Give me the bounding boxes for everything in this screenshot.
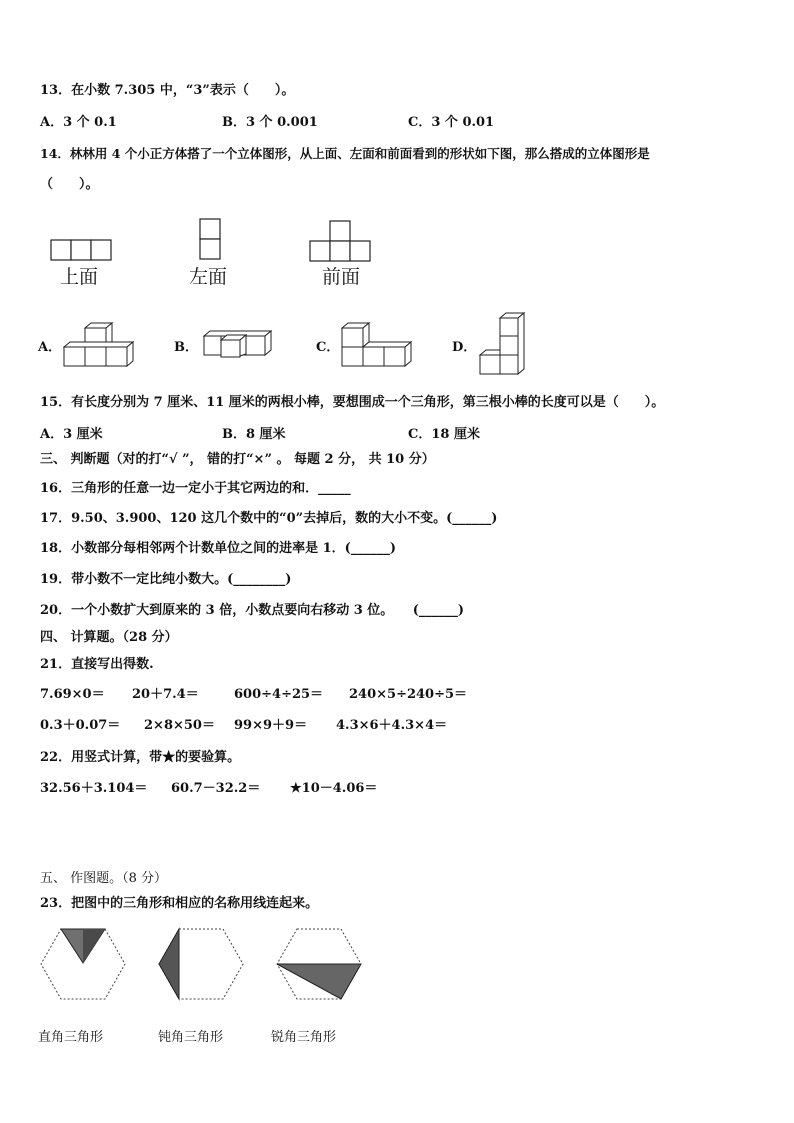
q21-r1c3: 600÷4÷25＝ — [234, 687, 324, 702]
q21-r1c1: 7.69×0＝ — [40, 687, 105, 702]
q21-r2c2: 2×8×50＝ — [144, 718, 215, 733]
q22-stem: 22．用竖式计算，带★的要验算。 — [40, 750, 241, 765]
q14-option-a: A． — [38, 340, 62, 355]
option-b-cubes — [201, 330, 273, 358]
q21-r1c2: 20＋7.4＝ — [132, 687, 199, 702]
q13-option-b: B．3 个 0.001 — [222, 115, 318, 130]
hexagon-obtuse-triangle — [156, 926, 246, 1004]
q17-text: 17．9.50、3.900、120 这几个数中的“0”去掉后，数的大小不变。(______) — [40, 511, 498, 526]
q21-r2c4: 4.3×6＋4.3×4＝ — [336, 718, 448, 733]
q21-r1c4: 240×5÷240÷5＝ — [349, 687, 468, 702]
q13-stem: 13．在小数 7.305 中，“3”表示（ ）。 — [40, 83, 295, 98]
q21-stem: 21．直接写出得数. — [40, 657, 154, 672]
q15-option-b: B．8 厘米 — [222, 427, 286, 442]
label-acute-triangle: 锐角三角形 — [271, 1030, 337, 1045]
option-c-cubes — [341, 322, 413, 370]
q13-option-a: A．3 个 0.1 — [40, 115, 117, 130]
left-view-label: 左面 — [189, 266, 228, 288]
label-obtuse-triangle: 钝角三角形 — [158, 1030, 224, 1045]
label-right-triangle: 直角三角形 — [38, 1030, 104, 1045]
section-3-heading: 三、 判断题（对的打“√ ”， 错的打“×” 。 每题 2 分， 共 10 分） — [40, 452, 435, 467]
q18-text: 18．小数部分每相邻两个计数单位之间的进率是 1．(______) — [40, 541, 396, 556]
q14-option-c: C． — [316, 340, 340, 355]
section-5-heading: 五、 作图题。（8 分） — [40, 871, 168, 886]
option-d-cubes — [478, 312, 528, 376]
front-view-figure — [309, 220, 373, 264]
q14-option-d: D． — [452, 340, 477, 355]
front-view-label: 前面 — [322, 266, 361, 288]
hexagon-acute-triangle — [274, 926, 364, 1004]
top-view-figure — [50, 238, 114, 264]
section-4-heading: 四、 计算题。（28 分） — [40, 630, 178, 645]
q15-option-c: C．18 厘米 — [408, 427, 480, 442]
q13-option-c: C．3 个 0.01 — [408, 115, 495, 130]
q21-r2c3: 99×9＋9＝ — [234, 718, 308, 733]
q22-calc-1: 32.56＋3.104＝ — [40, 781, 148, 796]
left-view-figure — [198, 218, 222, 262]
q14-stem-line2: （ ）。 — [40, 177, 99, 192]
top-view-label: 上面 — [60, 266, 99, 288]
q21-r2c1: 0.3＋0.07＝ — [40, 718, 121, 733]
q22-calc-3: ★10－4.06＝ — [290, 781, 378, 796]
hexagon-right-triangle — [38, 926, 128, 1004]
q20-text: 20．一个小数扩大到原来的 3 倍，小数点要向右移动 3 位。 (______) — [40, 603, 465, 618]
q14-stem-line1: 14．林林用 4 个小正方体搭了一个立体图形，从上面、左面和前面看到的形状如下图，那么搭成的立体图形是 — [40, 146, 650, 161]
option-a-cubes — [63, 322, 135, 370]
q19-text: 19．带小数不一定比纯小数大。(________) — [40, 572, 292, 587]
q14-option-b: B． — [174, 340, 198, 355]
q16-text: 16．三角形的任意一边一定小于其它两边的和．_____ — [40, 481, 351, 496]
q23-stem: 23．把图中的三角形和相应的名称用线连起来。 — [40, 896, 319, 911]
q15-stem: 15．有长度分别为 7 厘米、11 厘米的两根小棒，要想围成一个三角形，第三根小棒的长度可以是（ ）。 — [40, 395, 665, 410]
q22-calc-2: 60.7－32.2＝ — [171, 781, 261, 796]
q15-option-a: A．3 厘米 — [40, 427, 103, 442]
